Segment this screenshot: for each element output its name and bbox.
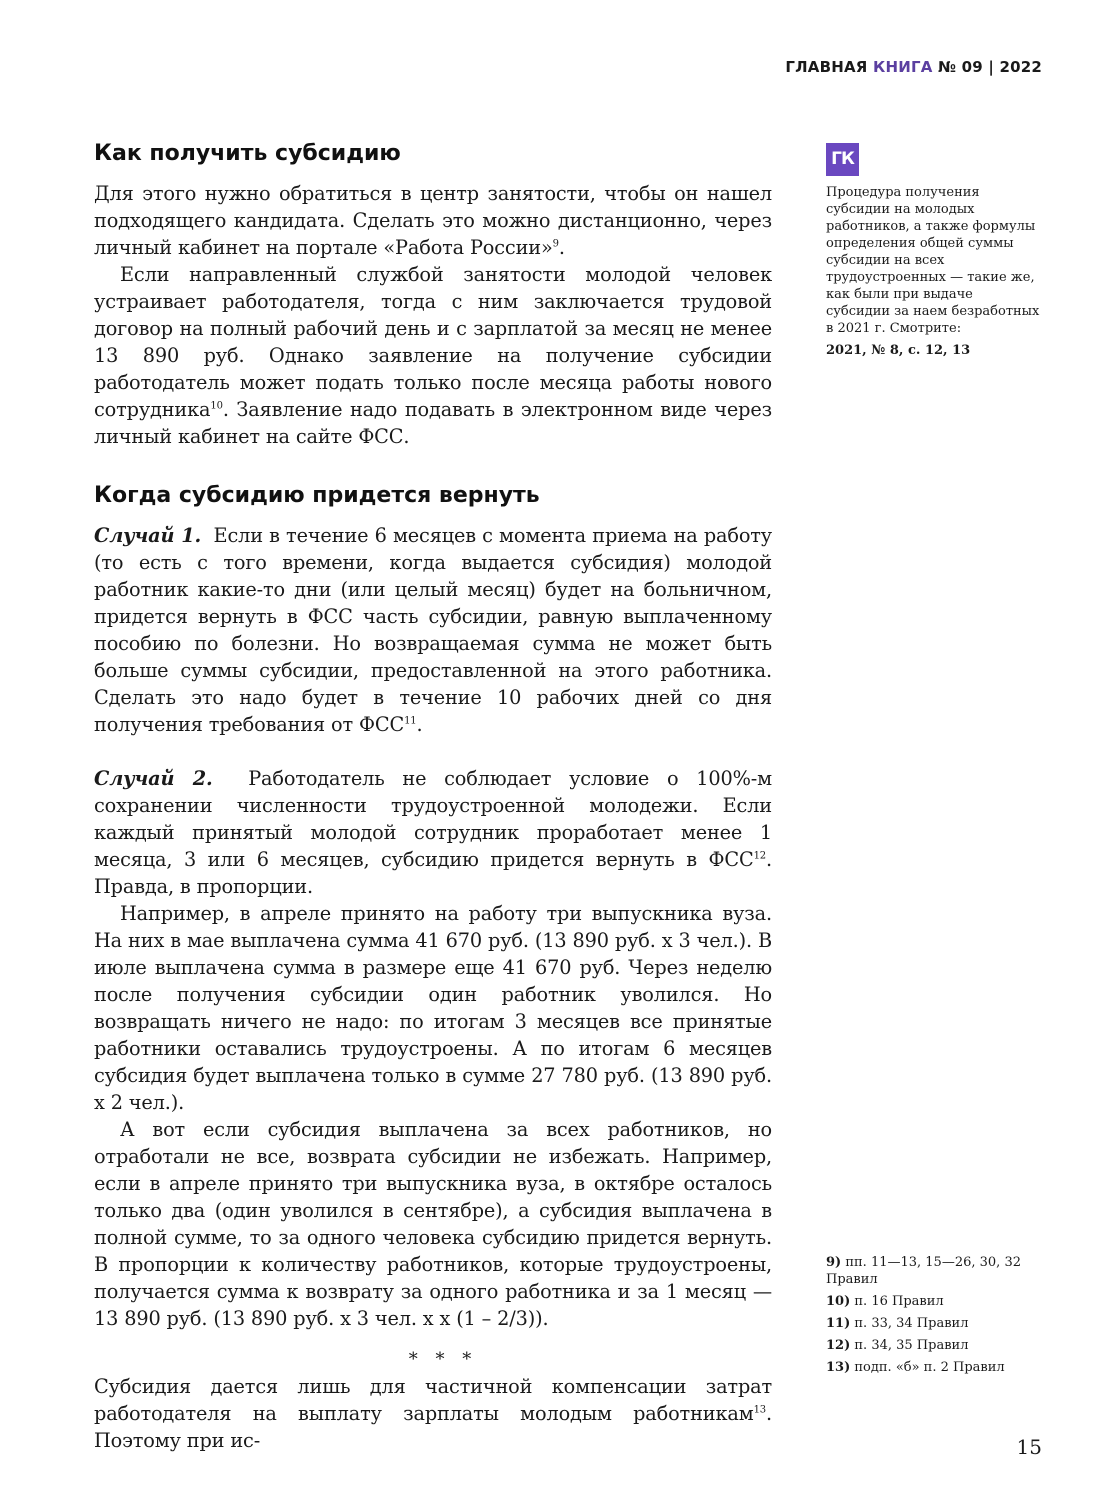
footnote: 9) пп. 11—13, 15—26, 30, 32 Правил bbox=[826, 1255, 1021, 1287]
section-title-return-subsidy: Когда субсидию придется вернуть bbox=[94, 483, 540, 508]
footnote-ref: 13 bbox=[753, 1404, 767, 1416]
case-1-label: Случай 1. bbox=[94, 524, 202, 547]
example-paragraph: Например, в апреле принято на работу три выпускника вуза. На них в мае выплачена сумма 41 670 руб. (13 890 руб. х 3 чел.). В июле выплачена сумма в размере еще 41 670 руб. Через неделю после получения субсидии один работник уволился. Но возвращать ничего не надо: по итогам 3 месяцев все принятые работники оставались трудоустроены. А по итогам 6 месяцев субсидия будет выплачена только в сумме 27 780 руб. (13 890 руб. х 2 чел.). bbox=[94, 902, 772, 1114]
sidebar-note-text: Процедура получения субсидии на молодых работников, а также формулы определения общей суммы субсидии на всех трудоустроенных — такие же, как были при выдаче субсидии за наем безработных в 2021 г. Смотрите: bbox=[826, 185, 1040, 336]
sidebar-note bbox=[826, 143, 1041, 359]
brand-accent: КНИГА bbox=[873, 58, 933, 76]
paragraph: Для этого нужно обратиться в центр занятости, чтобы он нашел подходящего кандидата. Сделать это можно дистанционно, через личный кабинет на портале «Работа России»$^9$. bbox=[94, 182, 772, 259]
page-number: 15 bbox=[1016, 1435, 1042, 1459]
gk-logo: ГК bbox=[826, 143, 859, 176]
footnote-ref: 10 bbox=[210, 400, 223, 412]
main-column bbox=[94, 138, 772, 1454]
case-2-paragraph: Случай 2. Работодатель не соблюдает условие о 100%-м сохранении численности трудоустроенной молодежи. Если каждый принятый молодой сотрудник проработает менее 1 месяца, 3 или 6 месяцев, субсидию придется вернуть в ФСС$^{12}$. Правда, в пропорции. bbox=[94, 767, 772, 898]
footnote: 10) п. 16 Правил bbox=[826, 1294, 944, 1309]
footnotes bbox=[826, 1254, 1041, 1381]
case-2-label: Случай 2. bbox=[94, 767, 213, 790]
issue-number: № 09 | 2022 bbox=[937, 58, 1042, 76]
case-1-paragraph: Случай 1. Если в течение 6 месяцев с момента приема на работу (то есть с того времени, когда выдается субсидия) молодой работник какие-то дни (или целый месяц) будет на больничном, придется вернуть в ФСС часть субсидии, равную выплаченному пособию по болезни. Но возвращаемая сумма не может быть больше суммы субсидии, предоставленной на этого работника. Сделать это надо будет в течение 10 рабочих дней со дня получения требования от ФСС$^{11}$. bbox=[94, 524, 772, 736]
footnote-ref: 9 bbox=[552, 238, 559, 250]
footnote-ref: 12 bbox=[753, 850, 767, 862]
footnote: 11) п. 33, 34 Правил bbox=[826, 1316, 969, 1331]
masthead bbox=[785, 58, 1042, 76]
footnote: 13) подп. «б» п. 2 Правил bbox=[826, 1360, 1005, 1375]
final-paragraph: Субсидия дается лишь для частичной компенсации затрат работодателя на выплату зарплаты молодым работникам$^{13}$. Поэтому при ис- bbox=[94, 1375, 772, 1452]
separator-stars: * * * bbox=[408, 1349, 478, 1370]
brand-main: ГЛАВНАЯ bbox=[785, 58, 868, 76]
paragraph: Если направленный службой занятости молодой человек устраивает работодателя, тогда с ним заключается трудовой договор на полный рабочий день и с зарплатой за месяц не менее 13 890 руб. Однако заявление на получение субсидии работодатель может подать только после месяца работы нового сотрудника$^{10}$. Заявление надо подавать в электронном виде через личный кабинет на сайте ФСС. bbox=[94, 263, 772, 448]
footnote: 12) п. 34, 35 Правил bbox=[826, 1338, 969, 1353]
example-paragraph: А вот если субсидия выплачена за всех работников, но отработали не все, возврата субсидии не избежать. Например, если в апреле принято три выпускника вуза, в октябре осталось только два (один уволился в сентябре), а субсидия выплачена в полной сумме, то за одного человека субсидию придется вернуть. В пропорции к количеству работников, которые трудоустроены, получается сумма к возврату за одного работника и за 1 месяц — 13 890 руб. (13 890 руб. х 3 чел. х х (1 – 2/3)). bbox=[94, 1118, 772, 1330]
footnote-ref: 11 bbox=[404, 715, 417, 727]
sidebar-reference: 2021, № 8, с. 12, 13 bbox=[826, 343, 971, 358]
section-title-get-subsidy: Как получить субсидию bbox=[94, 141, 401, 166]
